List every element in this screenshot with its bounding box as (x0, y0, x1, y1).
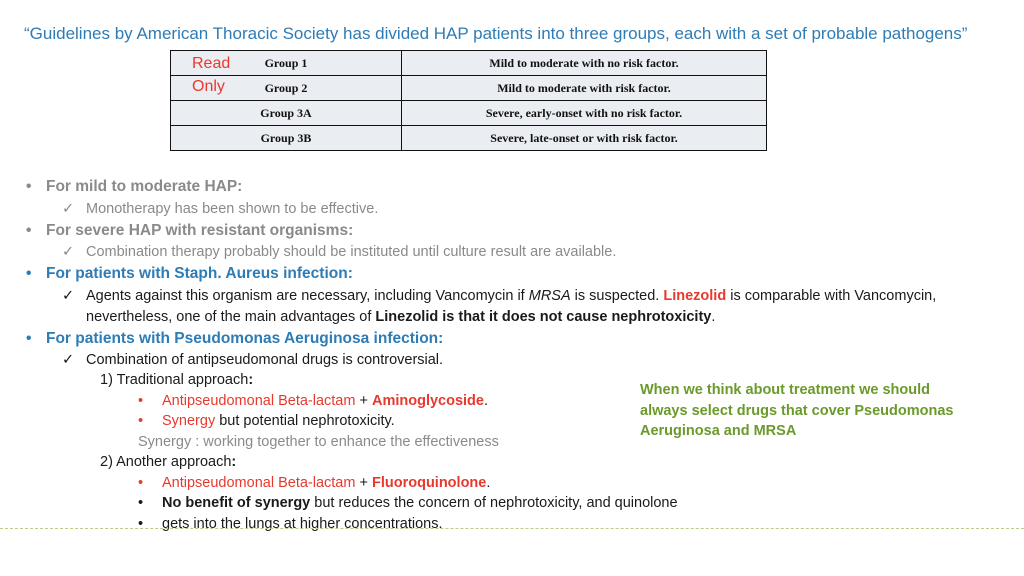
bullet-icon: • (26, 265, 32, 282)
bullet-mild-hap: • For mild to moderate HAP: (26, 178, 243, 195)
table-row (171, 126, 767, 151)
group-cell: Group 3A (171, 101, 402, 126)
table-row (171, 101, 767, 126)
slide-title: “Guidelines by American Thoracic Society has divided HAP patients into three groups, each with a set of probable pathogens” (24, 24, 968, 43)
table-row (171, 76, 767, 101)
bullet-icon: • (138, 413, 144, 429)
checkmark-icon: ✓ (62, 352, 75, 368)
sub-item: ✓ Combination therapy probably should be instituted until culture result are available. (62, 244, 617, 260)
bullet-icon: • (138, 516, 144, 532)
description-cell: Mild to moderate with risk factor. (402, 76, 767, 101)
side-note: When we think about treatment we should always select drugs that cover Pseudomonas Aeruginosa and MRSA (640, 382, 954, 439)
list-item: • gets into the lungs at higher concentrations. (138, 516, 443, 532)
group-cell: Group 3B (171, 126, 402, 151)
bullet-icon: • (138, 495, 144, 511)
another-approach-heading: 2) Another approach: (100, 454, 237, 470)
sub-item: ✓ Agents against this organism are necessary, including Vancomycin if MRSA is suspected. Linezolid is comparable with Vancomycin, (62, 288, 937, 304)
checkmark-icon: ✓ (62, 201, 75, 217)
sub-item: ✓ Monotherapy has been shown to be effective. (62, 201, 379, 217)
list-item: • Synergy but potential nephrotoxicity. (138, 413, 395, 429)
bullet-icon: • (138, 475, 144, 491)
list-item: • Antipseudomonal Beta-lactam + Aminoglycoside. (138, 393, 489, 409)
bullet-pseudomonas: • For patients with Pseudomonas Aeruginosa infection: (26, 330, 444, 347)
bullet-severe-hap: • For severe HAP with resistant organisms: (26, 222, 354, 239)
description-cell: Severe, early-onset with no risk factor. (402, 101, 767, 126)
bullet-icon: • (138, 393, 144, 409)
traditional-approach-heading: 1) Traditional approach: (100, 372, 254, 388)
checkmark-icon: ✓ (62, 288, 75, 304)
group-cell: Group 1 (171, 51, 402, 76)
group-cell: Group 2 (171, 76, 402, 101)
divider (0, 528, 1024, 529)
description-cell: Mild to moderate with no risk factor. (402, 51, 767, 76)
sub-item-continued: nevertheless, one of the main advantages of Linezolid is that it does not cause nephrotoxicity. (86, 309, 716, 325)
bullet-icon: • (26, 330, 32, 347)
bullet-icon: • (26, 222, 32, 239)
hap-groups-table (170, 50, 767, 150)
list-item: • Antipseudomonal Beta-lactam + Fluoroquinolone. (138, 475, 491, 491)
description-cell: Severe, late-onset or with risk factor. (402, 126, 767, 151)
sub-item: ✓ Combination of antipseudomonal drugs is controversial. (62, 352, 444, 368)
bullet-icon: • (26, 178, 32, 195)
list-item: • No benefit of synergy but reduces the concern of nephrotoxicity, and quinolone (138, 495, 678, 511)
checkmark-icon: ✓ (62, 244, 75, 260)
synergy-definition: Synergy : working together to enhance the effectiveness (138, 434, 499, 450)
table-row (171, 51, 767, 76)
bullet-staph-aureus: • For patients with Staph. Aureus infection: (26, 265, 353, 282)
read-only-label: Read Only (192, 55, 231, 95)
